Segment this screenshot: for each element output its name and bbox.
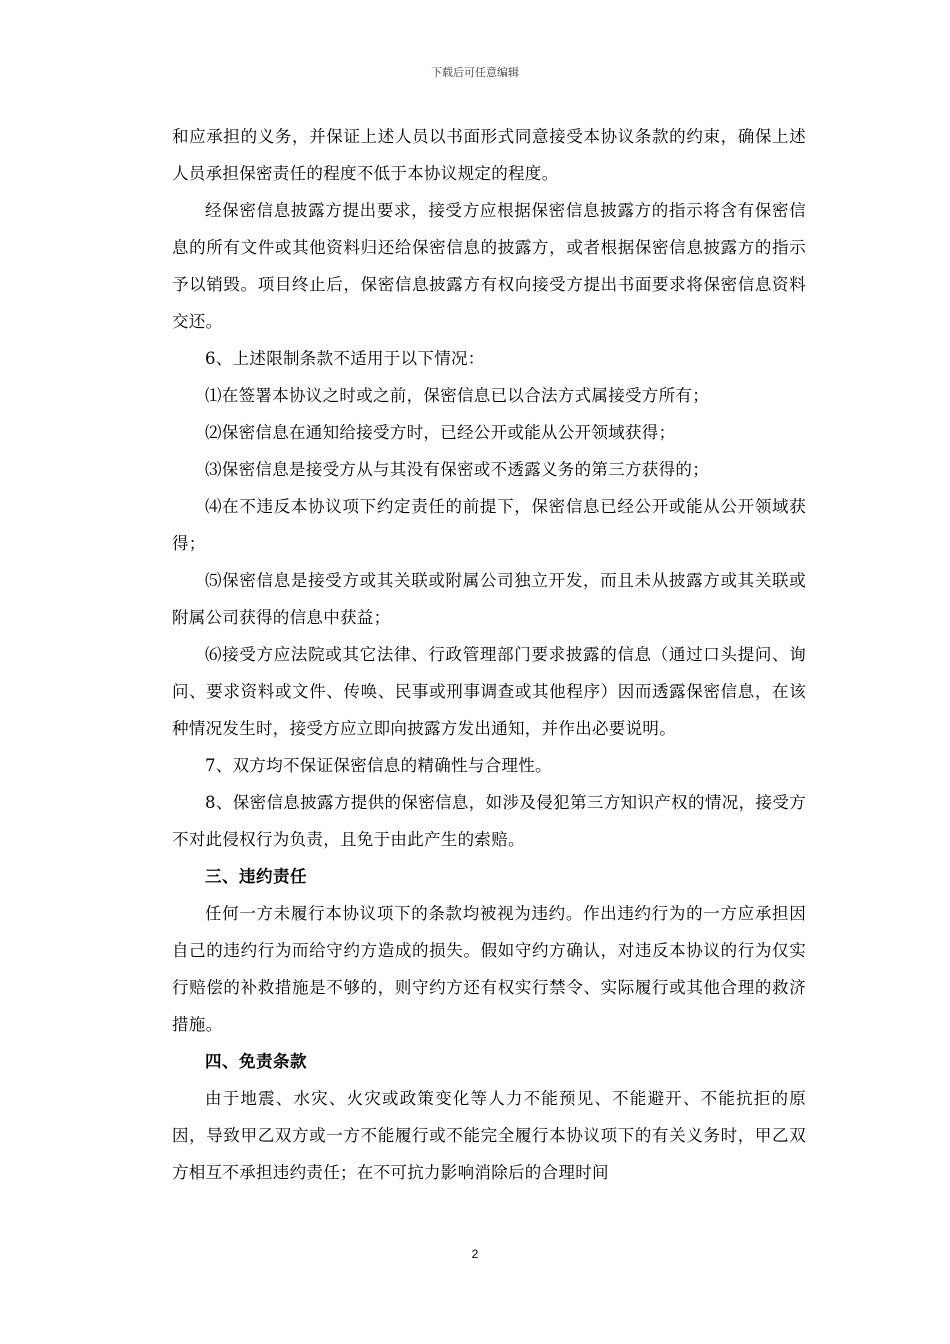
exception-item-5: ⑸保密信息是接受方或其关联或附属公司独立开发，而且未从披露方或其关联或附属公司获得的信息中获益； <box>172 571 806 627</box>
clause-7-accuracy: 7、双方均不保证保密信息的精确性与合理性。 <box>205 756 552 775</box>
paragraph-breach-liability: 任何一方未履行本协议项下的条款均被视为违约。作出违约行为的一方应承担因自己的违约行为而给守约方造成的损失。假如守约方确认，对违反本协议的行为仅实行赔偿的补救措施是不够的，则守约方还有权实行禁令、实际履行或其他合理的救济措施。 <box>172 904 806 1034</box>
page-header: 下载后可任意编辑 <box>431 66 519 79</box>
paragraph-obligations-continued: 和应承担的义务，并保证上述人员以书面形式同意接受本协议条款的约束，确保上述人员承担保密责任的程度不低于本协议规定的程度。 <box>172 127 806 183</box>
exception-item-3: ⑶保密信息是接受方从与其没有保密或不透露义务的第三方获得的； <box>205 460 709 479</box>
clause-6-exceptions: 6、上述限制条款不适用于以下情况： <box>205 349 485 368</box>
paragraph-force-majeure: 由于地震、水灾、火灾或政策变化等人力不能预见、不能避开、不能抗拒的原因，导致甲乙双方或一方不能履行或不能完全履行本协议项下的有关义务时，甲乙双方相互不承担违约责任；在不可抗力影响消除后的合理时间 <box>172 1089 806 1182</box>
page-number: 2 <box>471 1247 479 1261</box>
section-heading-force-majeure: 四、免责条款 <box>205 1052 307 1071</box>
clause-8-ip-infringement: 8、保密信息披露方提供的保密信息，如涉及侵犯第三方知识产权的情况，接受方不对此侵权行为负责，且免于由此产生的索赔。 <box>172 793 806 849</box>
exception-item-2: ⑵保密信息在通知给接受方时，已经公开或能从公开领域获得； <box>205 423 676 442</box>
document-body <box>172 118 806 1191</box>
section-heading-breach: 三、违约责任 <box>205 867 307 886</box>
exception-item-1: ⑴在签署本协议之时或之前，保密信息已以合法方式属接受方所有； <box>205 386 709 405</box>
exception-item-4: ⑷在不违反本协议项下约定责任的前提下，保密信息已经公开或能从公开领域获得； <box>172 497 806 553</box>
paragraph-return-materials: 经保密信息披露方提出要求，接受方应根据保密信息披露方的指示将含有保密信息的所有文件或其他资料归还给保密信息的披露方，或者根据保密信息披露方的指示予以销毁。项目终止后，保密信息披露方有权向接受方提出书面要求将保密信息资料交还。 <box>172 201 806 331</box>
exception-item-6: ⑹接受方应法院或其它法律、行政管理部门要求披露的信息（通过口头提问、询问、要求资料或文件、传唤、民事或刑事调查或其他程序）因而透露保密信息，在该种情况发生时，接受方应立即向披露方发出通知，并作出必要说明。 <box>172 645 806 738</box>
